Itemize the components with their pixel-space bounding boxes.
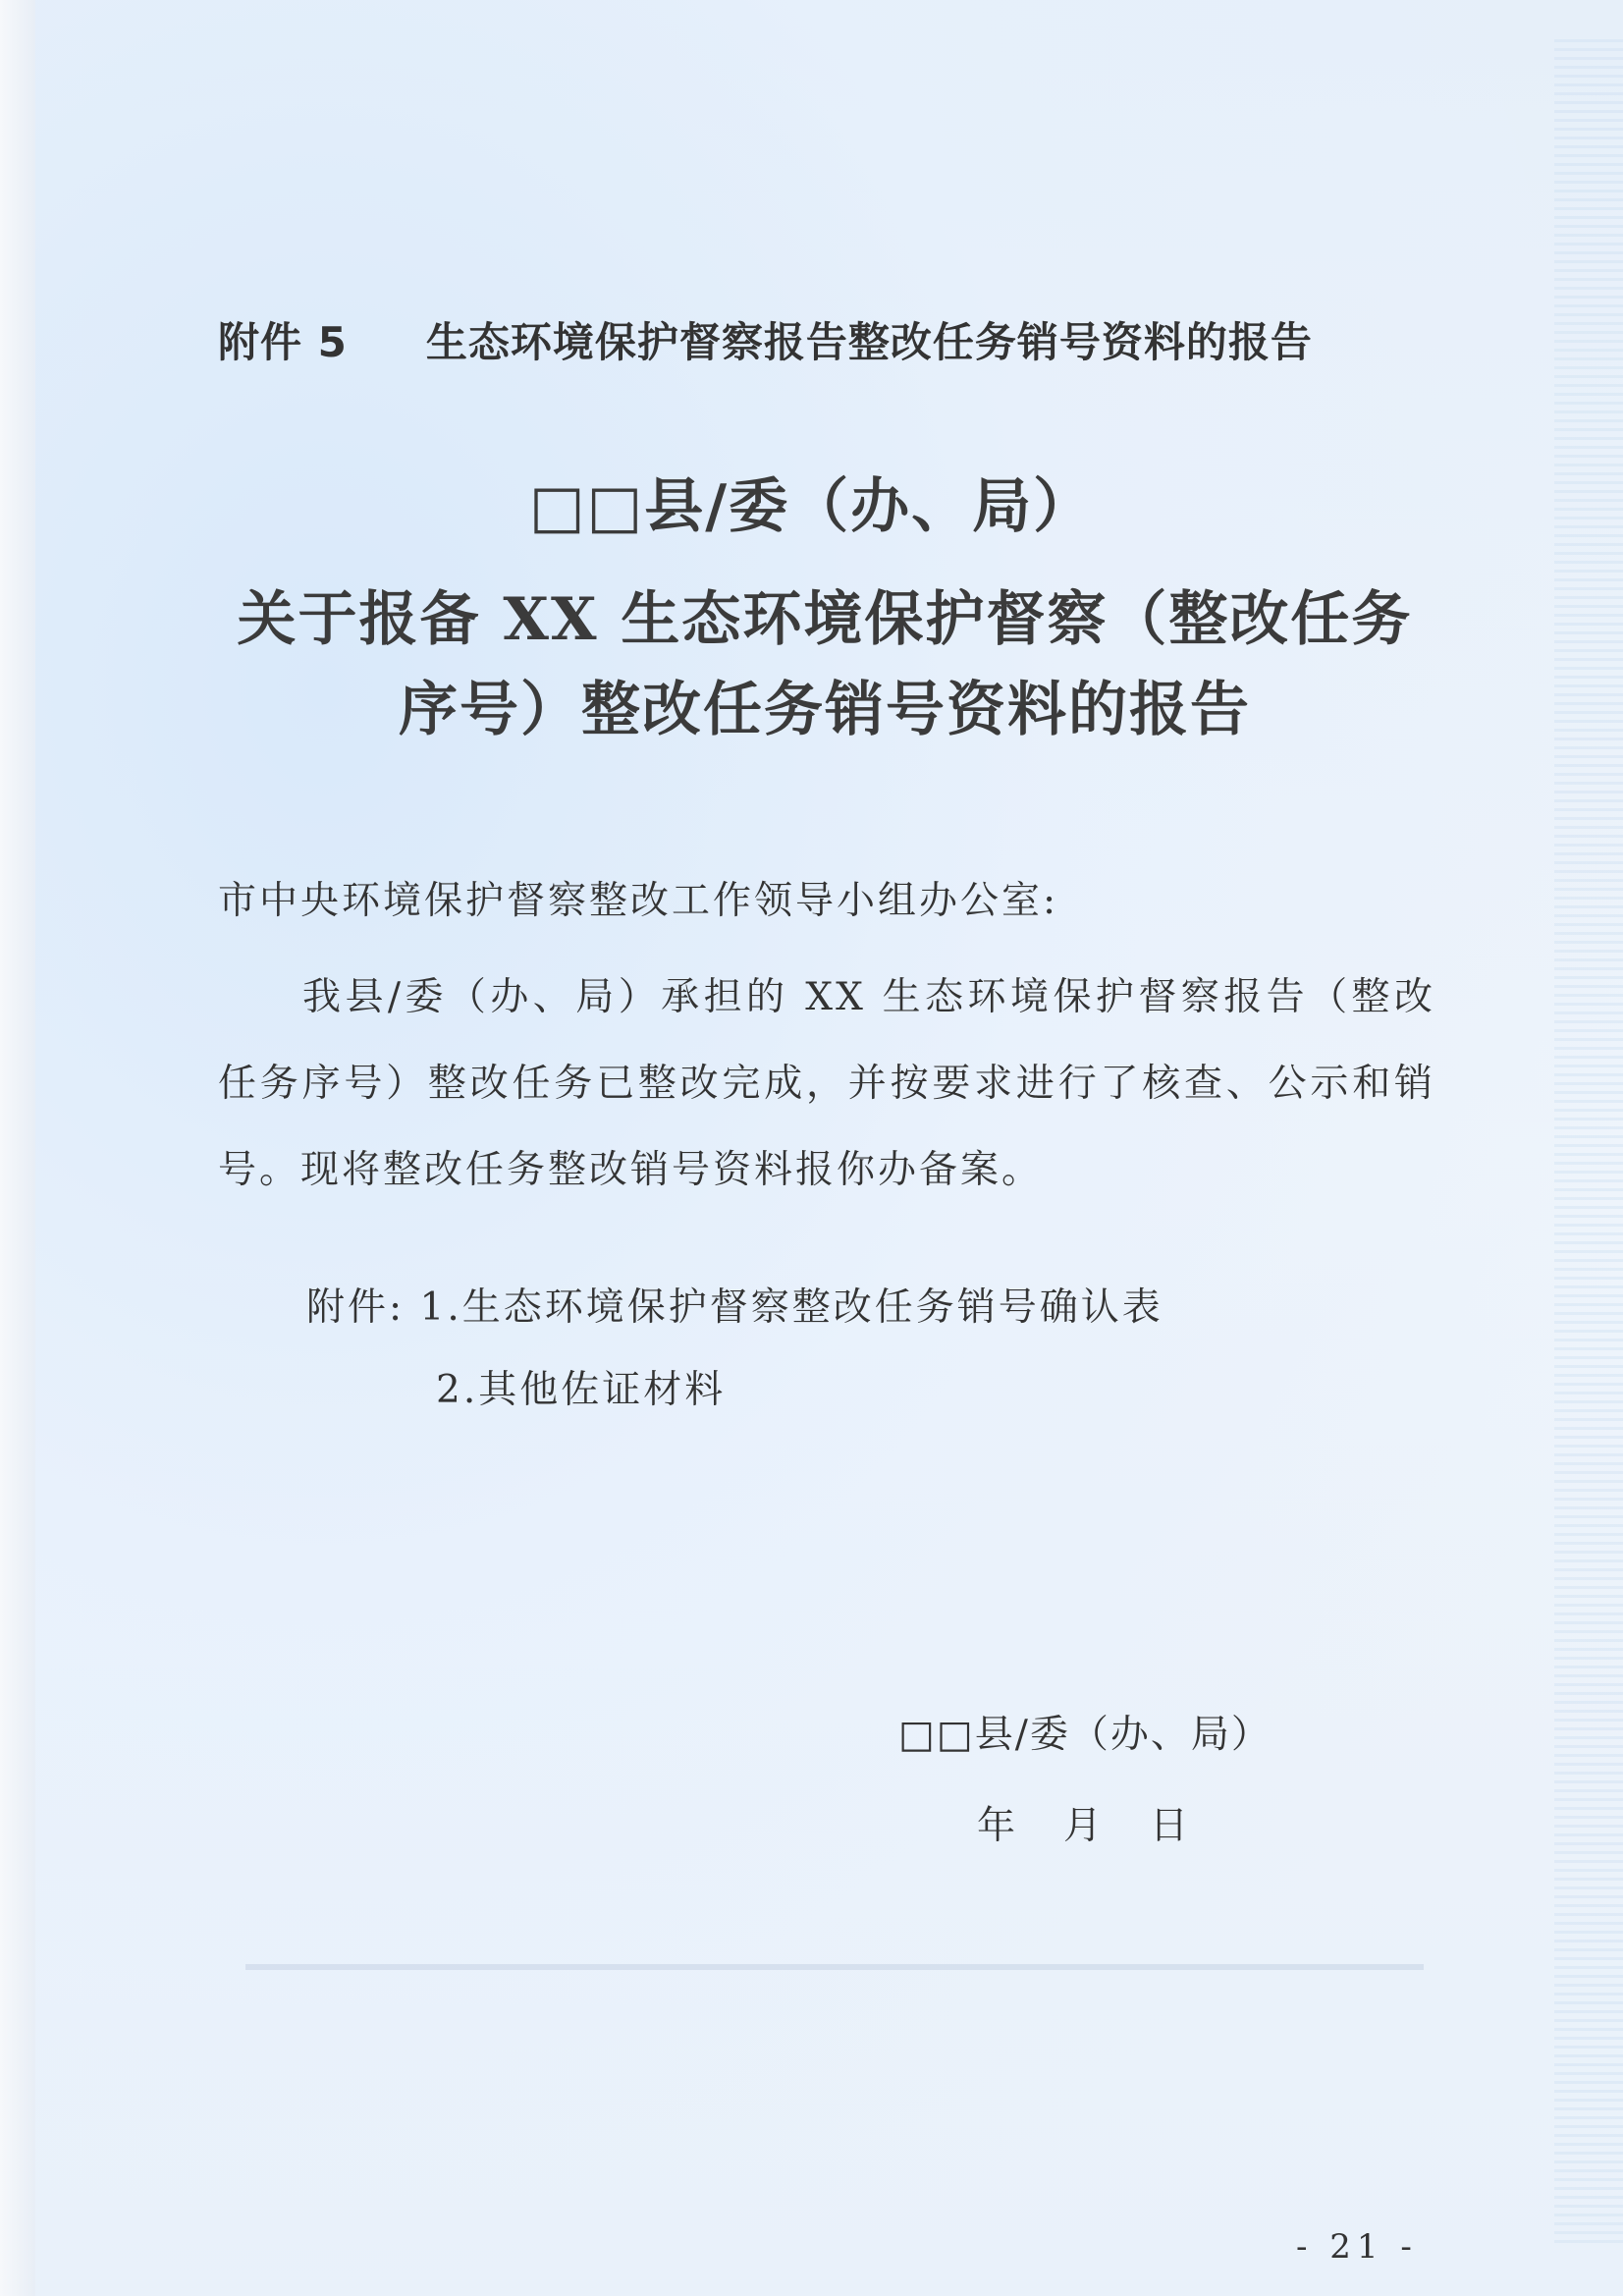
signer: □□县/委（办、局） xyxy=(898,1713,1271,1757)
salutation: 市中央环境保护督察整改工作领导小组办公室: xyxy=(218,879,1059,923)
page-number: - 21 - xyxy=(1296,2227,1418,2267)
date-month: 月 xyxy=(1063,1804,1103,1848)
scan-edge xyxy=(0,0,35,2296)
document-title-line1: □□县/委（办、局） xyxy=(528,472,1095,541)
attachment-item-1: 附件: 1.生态环境保护督察整改任务销号确认表 xyxy=(306,1285,1163,1330)
scan-artifact-line xyxy=(245,1964,1424,1970)
attachment-header xyxy=(218,310,1313,369)
attachment-item-2: 2.其他佐证材料 xyxy=(436,1368,727,1412)
attachment-title: 生态环境保护督察报告整改任务销号资料的报告 xyxy=(425,318,1313,366)
document-title-line2: 关于报备 XX 生态环境保护督察（整改任务序号）整改任务销号资料的报告 xyxy=(237,585,1413,744)
scan-band xyxy=(1554,39,1623,2249)
body-paragraph: 我县/委（办、局）承担的 XX 生态环境保护督察报告（整改任务序号）整改任务已整改完成，并按要求进行了核查、公示和销号。现将整改任务整改销号资料报你办备案。 xyxy=(218,975,1435,1192)
signature-date xyxy=(977,1795,1236,1850)
date-day: 日 xyxy=(1150,1804,1189,1848)
attachment-label: 附件 5 xyxy=(218,318,348,366)
date-year: 年 xyxy=(977,1804,1016,1848)
